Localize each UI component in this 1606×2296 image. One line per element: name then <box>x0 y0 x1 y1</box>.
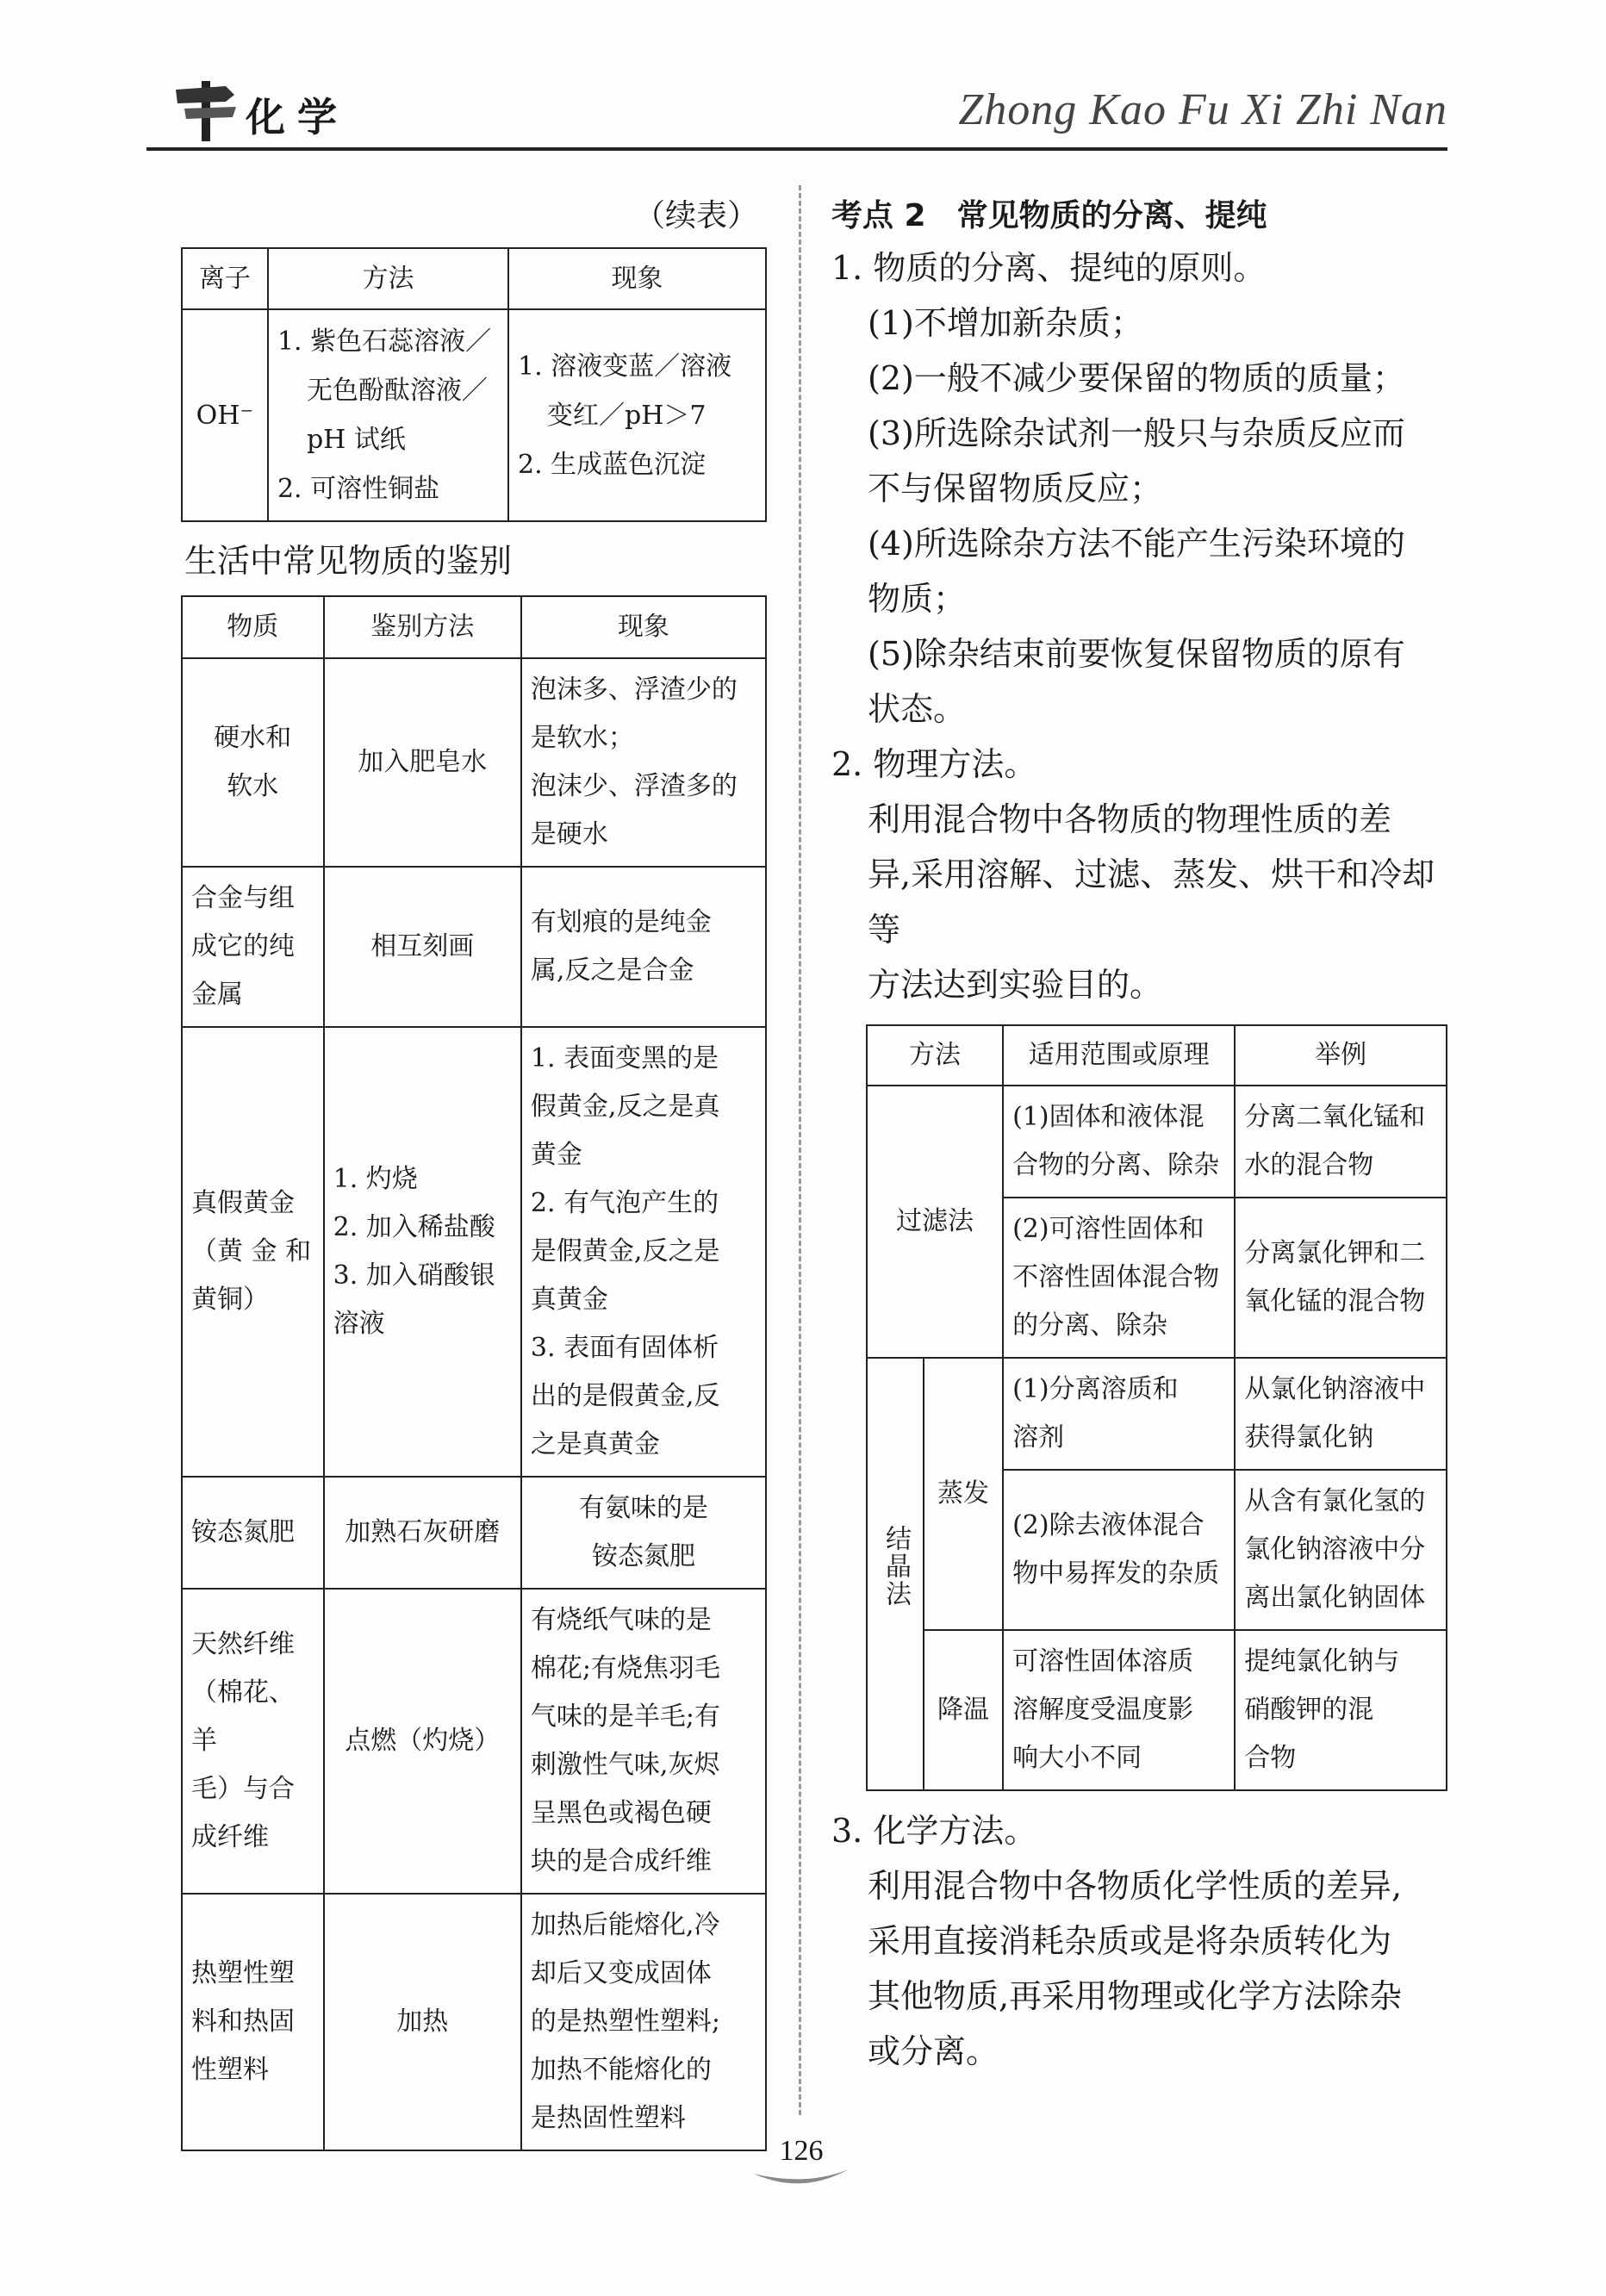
substance-header: 物质 <box>182 596 324 658</box>
table-row: 结晶法 蒸发 (1)分离溶质和 溶剂 从氯化钠溶液中 获得氯化钠 <box>867 1358 1447 1470</box>
chemical-text: 利用混合物中各物质化学性质的差异, <box>868 1867 1403 1905</box>
chemical-text: 采用直接消耗杂质或是将杂质转化为 <box>868 1922 1392 1960</box>
table-row: (2)除去液体混合 物中易挥发的杂质 从含有氯化氢的 氯化钠溶液中分 离出氯化钠固体 <box>867 1470 1447 1630</box>
book-title: Zhong Kao Fu Xi Zhi Nan <box>958 85 1447 134</box>
kaodian-title: 考点 2 常见物质的分离、提纯 <box>831 198 1267 233</box>
chemical-title: 3. 化学方法。 <box>831 1812 1037 1850</box>
principle-item: (3)所选除杂试剂一般只与杂质反应而 <box>868 414 1405 452</box>
principle-item: 状态。 <box>868 690 967 728</box>
principle-title: 1. 物质的分离、提纯的原则。 <box>831 249 1267 287</box>
header-rule <box>146 147 1447 151</box>
result-header: 现象 <box>521 596 766 658</box>
column-divider <box>799 185 801 2115</box>
page-header <box>146 60 1447 151</box>
principle-item: 不与保留物质反应； <box>868 470 1163 507</box>
filtration-cell: 过滤法 <box>867 1086 1003 1358</box>
chemical-text: 其他物质,再采用物理或化学方法除杂 <box>868 1977 1403 2015</box>
principle-item: (4)所选除杂方法不能产生污染环境的 <box>868 525 1405 563</box>
sep-principle-header: 适用范围或原理 <box>1003 1025 1235 1086</box>
phenomenon-header: 现象 <box>508 248 766 309</box>
id-method-header: 鉴别方法 <box>324 596 521 658</box>
section-title: 生活中常见物质的鉴别 <box>184 542 513 580</box>
table-row: (2)可溶性固体和 不溶性固体混合物 的分离、除杂 分离氯化钾和二 氧化锰的混合物 <box>867 1198 1447 1358</box>
principle-item: 物质； <box>868 580 967 618</box>
ion-header: 离子 <box>182 248 268 309</box>
signpost-icon <box>172 78 241 142</box>
separation-table <box>866 1024 1447 1791</box>
table-row: 铵态氮肥 加熟石灰研磨 有氨味的是 铵态氮肥 <box>182 1477 766 1589</box>
sep-method-header: 方法 <box>867 1025 1003 1086</box>
table-row: 硬水和 软水 加入肥皂水 泡沫多、浮渣少的 是软水； 泡沫少、浮渣多的 是硬水 <box>182 658 766 867</box>
crystallization-cell: 结晶法 <box>867 1358 924 1790</box>
physical-text: 利用混合物中各物质的物理性质的差 <box>868 800 1392 838</box>
physical-text: 异,采用溶解、过滤、蒸发、烘干和冷却等 <box>868 856 1435 949</box>
principle-item: (1)不增加新杂质； <box>868 304 1143 342</box>
phenomenon-cell: 1. 溶液变蓝／溶液 变红／pH＞7 2. 生成蓝色沉淀 <box>508 309 766 521</box>
page-footer <box>745 2135 857 2195</box>
right-column <box>831 181 1452 2079</box>
principle-item: (2)一般不减少要保留的物质的质量； <box>868 359 1405 397</box>
subject-title: 化学 <box>246 94 349 140</box>
table-row: 真假黄金 （黄 金 和 黄铜） 1. 灼烧 2. 加入稀盐酸 3. 加入硝酸银 溶液 1. 表面变黑的是 假黄金,反之是真 黄金 2. 有气泡产生的 是假黄金,反之是 真黄金 3. 表面有固体析 出的是假黄金,反 之是真黄金 <box>182 1027 766 1477</box>
identification-table <box>181 595 767 2151</box>
table-row: 天然纤维 （棉花、羊 毛）与合 成纤维 点燃（灼烧） 有烧纸气味的是 棉花;有烧焦羽毛 气味的是羊毛;有 刺激性气味,灰烬 呈黑色或褐色硬 块的是合成纤维 <box>182 1589 766 1894</box>
continuation-label: （续表） <box>633 198 758 233</box>
page-number: 126 <box>779 2135 824 2167</box>
method-header: 方法 <box>268 248 508 309</box>
evaporation-cell: 蒸发 <box>924 1358 1003 1630</box>
sep-example-header: 举例 <box>1235 1025 1447 1086</box>
table-row: 降温 可溶性固体溶质 溶解度受温度影 响大小不同 提纯氯化钠与 硝酸钾的混 合物 <box>867 1630 1447 1790</box>
physical-title: 2. 物理方法。 <box>831 745 1037 783</box>
table-row: 热塑性塑 料和热固 性塑料 加热 加热后能熔化,冷 却后又变成固体 的是热塑性塑料; 加热不能熔化的 是热固性塑料 <box>182 1894 766 2150</box>
principle-item: (5)除杂结束前要恢复保留物质的原有 <box>868 635 1405 673</box>
ion-cell: OH⁻ <box>182 309 268 521</box>
left-column <box>181 181 767 2151</box>
page-swoosh-icon <box>745 2135 857 2195</box>
method-cell: 1. 紫色石蕊溶液／ 无色酚酞溶液／ pH 试纸 2. 可溶性铜盐 <box>268 309 508 521</box>
table-row: 合金与组 成它的纯 金属 相互刻画 有划痕的是纯金 属,反之是合金 <box>182 867 766 1027</box>
physical-text: 方法达到实验目的。 <box>868 966 1163 1004</box>
chemical-text: 或分离。 <box>868 2032 999 2070</box>
cooling-cell: 降温 <box>924 1630 1003 1790</box>
ion-table <box>181 247 767 522</box>
table-row: 过滤法 (1)固体和液体混 合物的分离、除杂 分离二氧化锰和 水的混合物 <box>867 1086 1447 1198</box>
